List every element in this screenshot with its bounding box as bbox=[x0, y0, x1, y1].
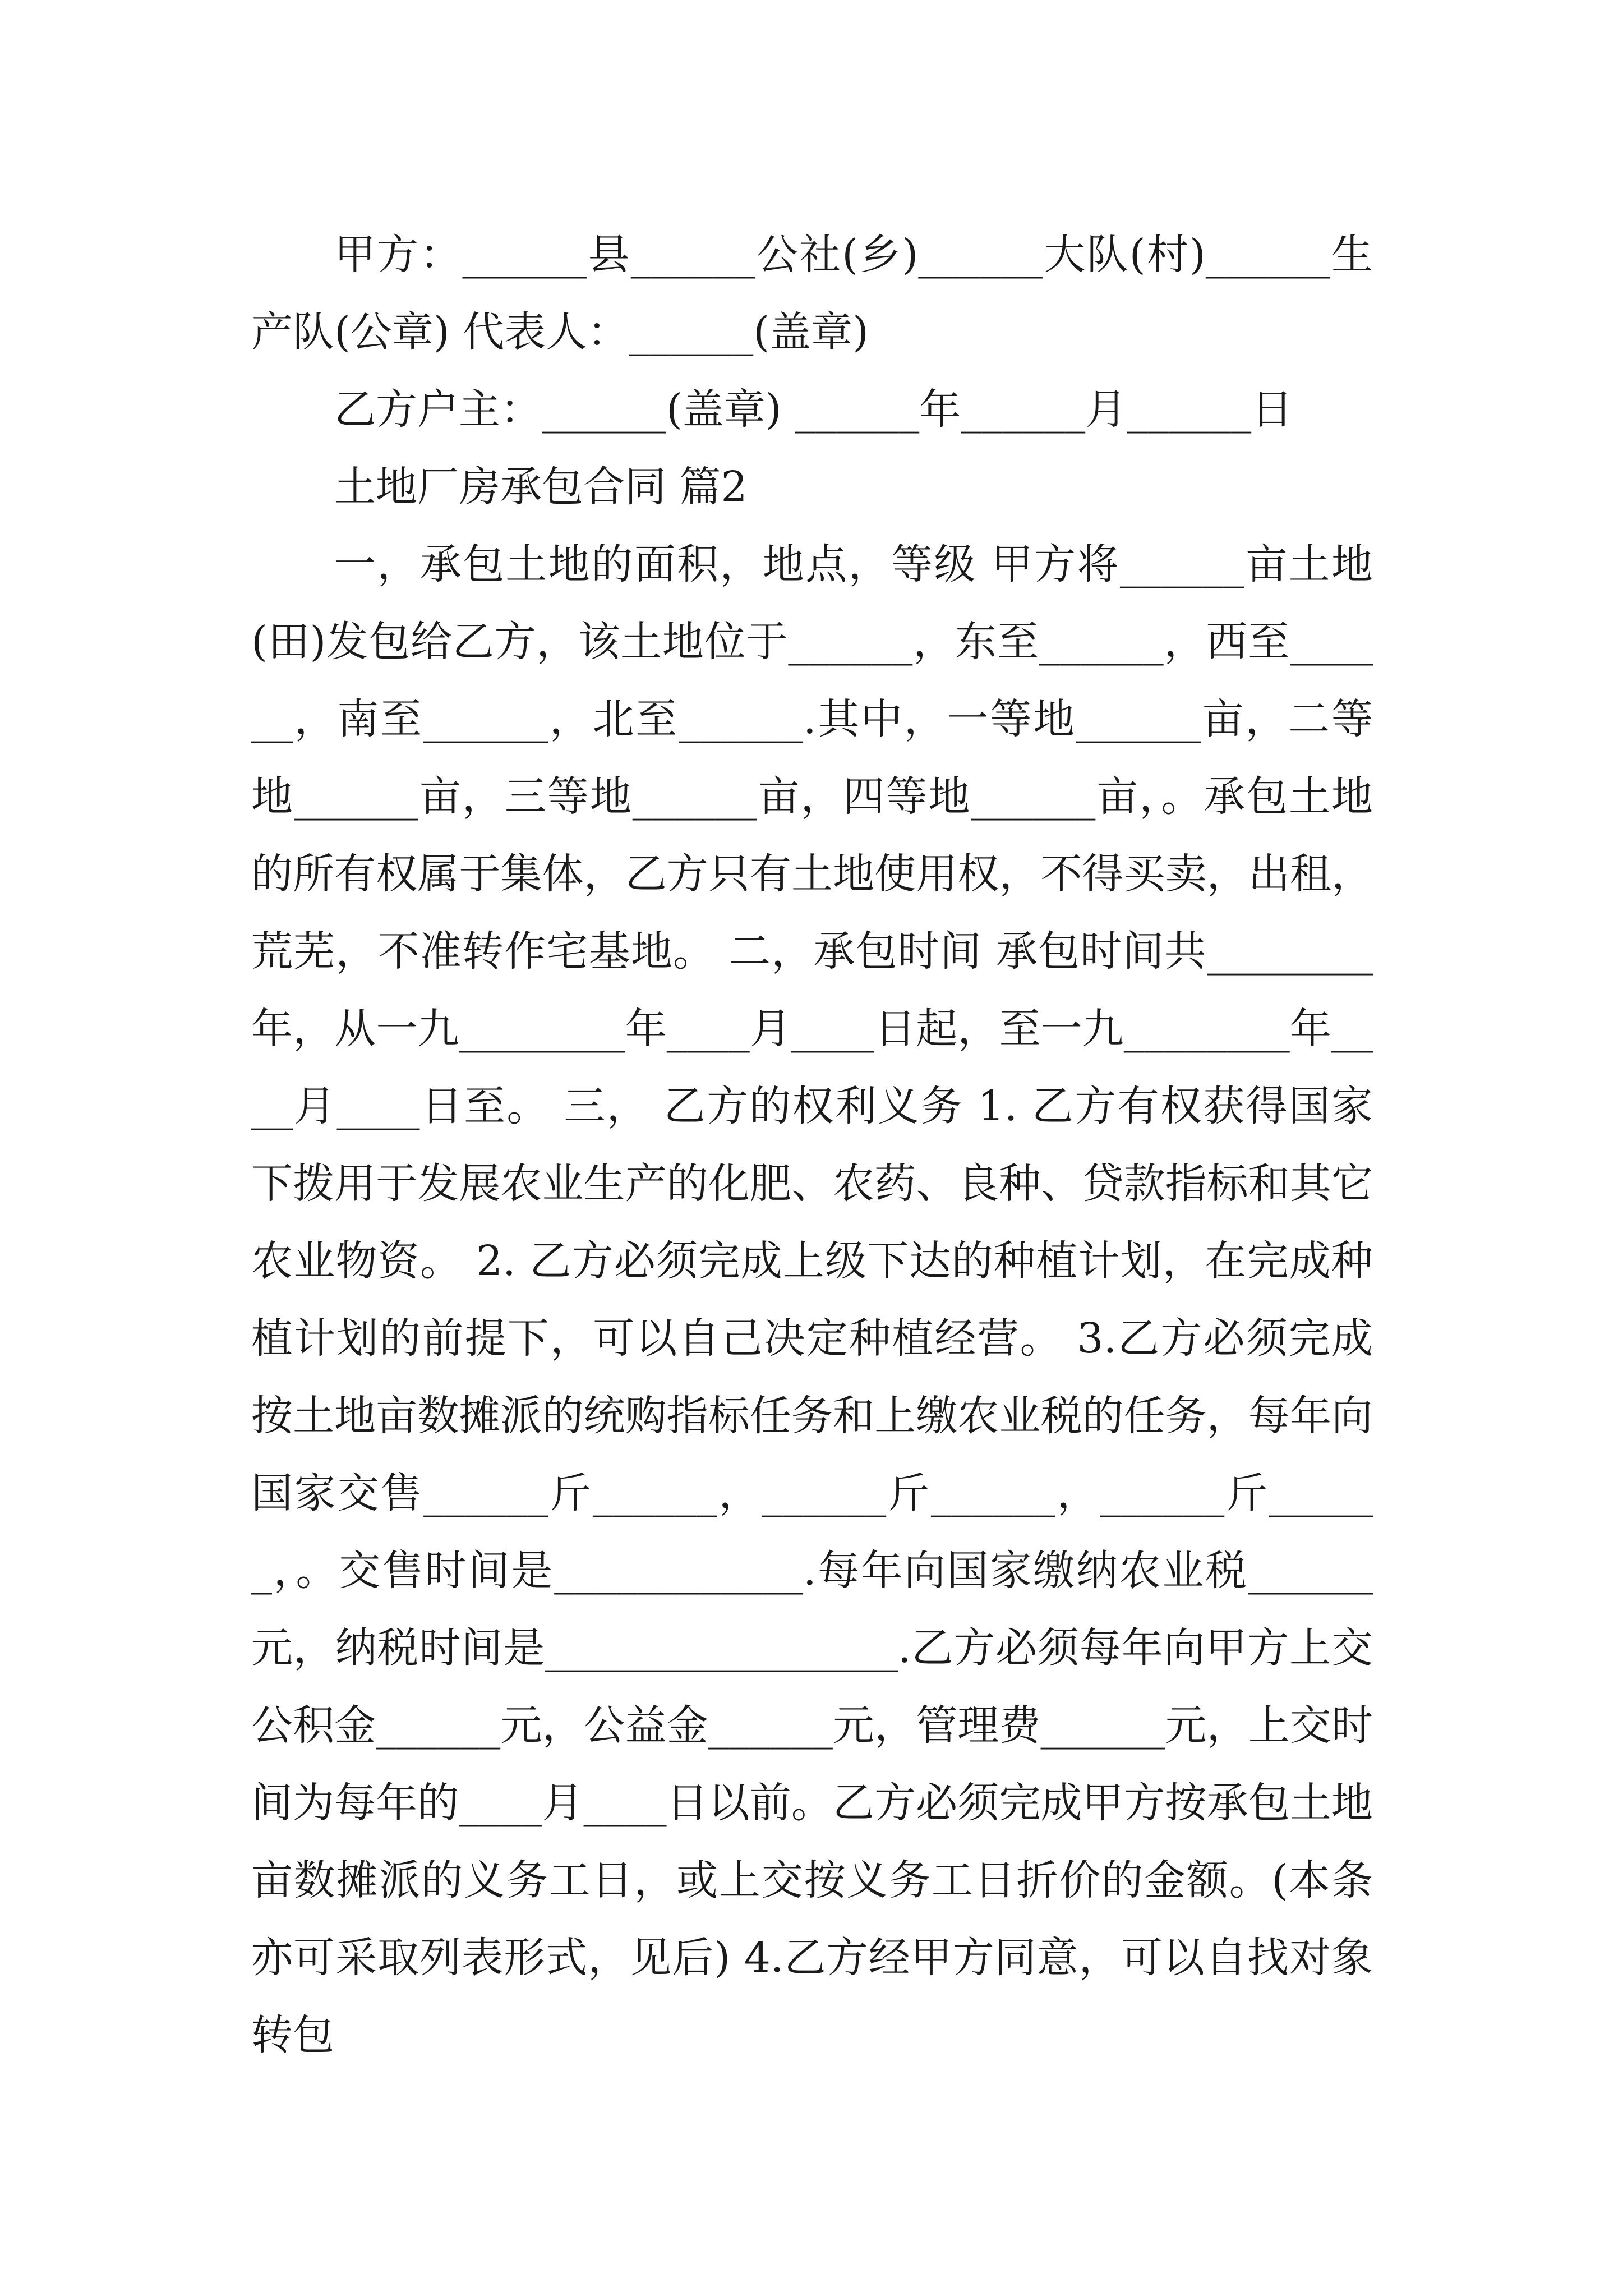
section-title: 土地厂房承包合同 篇2 bbox=[334, 463, 748, 511]
document-content bbox=[251, 216, 1373, 2074]
contract-body-paragraph: 一，承包土地的面积，地点，等级 甲方将______亩土地(田)发包给乙方，该土地位于______，东至______，西至______，南至______，北至______.其中，一等地______亩，二等地______亩，三等地______亩，四等地______亩，。承包土地的所有权属于集体，乙方只有土地使用权，不得买卖，出租，荒芜，不准转作宅基地。 二，承包时间 承包时间共________年，从一九________年____月____日起，至一九________年____月____日至。 三， 乙方的权利义务 1. 乙方有权获得国家下拨用于发展农业生产的化肥、农药、良种、贷款指标和其它农业物资。 2. 乙方必须完成上级下达的种植计划，在完成种植计划的前提下，可以自己决定种植经营。 3.乙方必须完成按土地亩数摊派的统购指标任务和上缴农业税的任务，每年向国家交售______斤______，______斤______，______斤______，。交售时间是____________.每年向国家缴纳农业税______元，纳税时间是_________________.乙方必须每年向甲方上交公积金______元，公益金______元，管理费______元，上交时间为每年的____月____日以前。乙方必须完成甲方按承包土地亩数摊派的义务工日，或上交按义务工日折价的金额。(本条亦可采取列表形式，见后) 4.乙方经甲方同意，可以自找对象转包 bbox=[251, 540, 1373, 2059]
party-b-line: 乙方户主：______(盖章) ______年______月______日 bbox=[334, 385, 1293, 434]
party-a-line: 甲方：______县______公社(乡)______大队(村)______生产队(公章) 代表人：______(盖章) bbox=[251, 231, 1373, 356]
